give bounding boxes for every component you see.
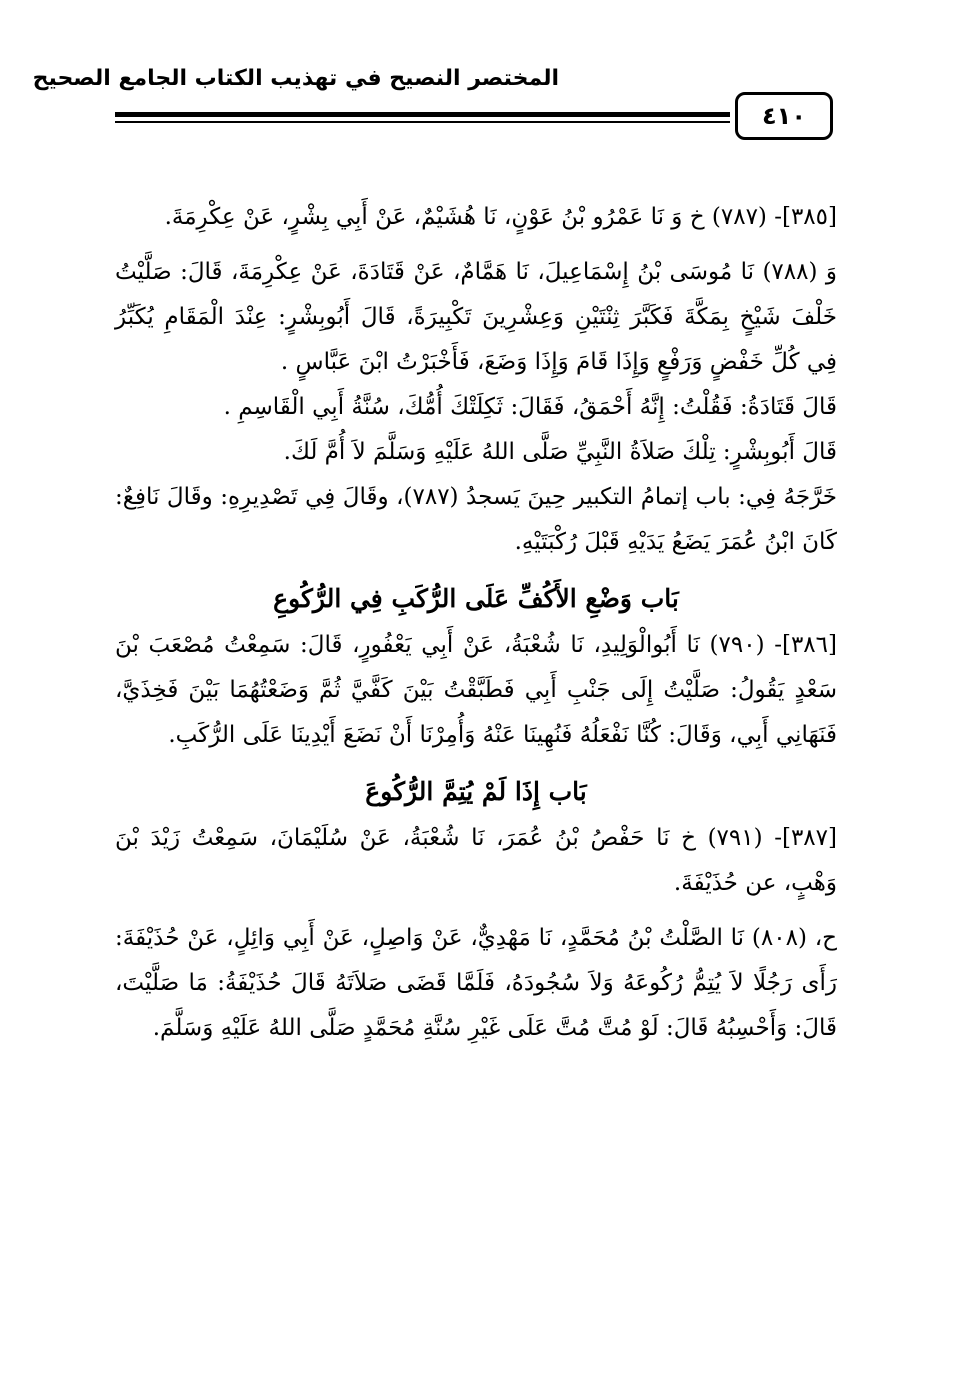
header-rule-thin — [115, 121, 730, 123]
page-body — [115, 195, 837, 1051]
paragraph-808: ح، (٨٠٨) نَا الصَّلْتُ بْنُ مُحَمَّدٍ، نَا مَهْدِيٌّ، عَنْ وَاصِلٍ، عَنْ أَبِي وَائِلٍ، عَنْ حُذَيْفَةَ: رَأَى رَجُلًا لاَ يُتِمُّ رُكُوعَهُ وَلاَ سُجُودَهُ، فَلَمَّا قَضَى صَلاَتَهُ قَالَ حُذَيْفَةُ: مَا صَلَّيْتَ، قَالَ: وَأَحْسِبُهُ قَالَ: لَوْ مُتَّ مُتَّ عَلَى غَيْرِ سُنَّةِ مُحَمَّدٍ صَلَّى اللهُ عَلَيْهِ وَسَلَّمَ. — [115, 925, 837, 1041]
paragraph-abubishr: قَالَ أَبُوبِشْرٍ: تِلْكَ صَلاَةُ النَّبِيِّ صَلَّى اللهُ عَلَيْهِ وَسَلَّمَ لاَ أُمَّ لَكَ. — [283, 439, 837, 465]
paragraph-kharrajahu: خَرَّجَهُ فِي: باب إتمامُ التكبير حِينَ يَسجدُ (٧٨٧)، وقَالَ فِي تَصْدِيرِهِ: وقَالَ نَافِعٌ: كَانَ ابْنُ عُمَرَ يَضَعُ يَدَيْهِ قَبْلَ رُكْبَتَيْهِ. — [115, 484, 837, 555]
paragraph-385: [٣٨٥]- (٧٨٧) خ وَ نَا عَمْرُو بْنُ عَوْنٍ، نَا هُشَيْمٌ، عَنْ أَبِي بِشْرٍ، عَنْ عِكْرِمَةَ. — [164, 204, 837, 230]
chapter-heading-incomplete-ruku: بَاب إِذَا لَمْ يُتِمَّ الرُّكُوعَ — [365, 777, 587, 806]
page-number: ٤١٠ — [735, 92, 833, 140]
paragraph-qatada: قَالَ قَتَادَةُ: فَقُلْتُ: إِنَّهُ أَحْمَقُ، فَقَالَ: ثَكِلَتْكَ أُمُّكَ، سُنَّةُ أَبِي الْقَاسِمِ . — [223, 394, 837, 420]
paragraph-386: [٣٨٦]- (٧٩٠) نَا أَبُوالْوَلِيدِ، نَا شُعْبَةُ، عَنْ أَبِي يَعْفُورٍ، قَالَ: سَمِعْتُ مُصْعَبَ بْنَ سَعْدٍ يَقُولُ: صَلَّيْتُ إِلَى جَنْبِ أَبِي فَطَبَّقْتُ بَيْنَ كَفَّيَّ ثُمَّ وَضَعْتُهُمَا بَيْنَ فَخِذَيَّ، فَنَهَانِي أَبِي، وَقَالَ: كُنَّا نَفْعَلُهُ فَنُهِينَا عَنْهُ وَأُمِرْنَا أَنْ نَضَعَ أَيْدِينَا عَلَى الرُّكَبِ. — [115, 632, 837, 748]
header-rule-thick — [115, 112, 730, 117]
chapter-heading-palms-on-knees: بَاب وَضْعِ الأَكُفِّ عَلَى الرُّكَبِ فِي الرُّكُوعِ — [273, 584, 679, 613]
paragraph-788: وَ (٧٨٨) نَا مُوسَى بْنُ إِسْمَاعِيلَ، نَا هَمَّامٌ، عَنْ قَتَادَةَ، عَنْ عِكْرِمَةَ، قَالَ: صَلَّيْتُ خَلْفَ شَيْخٍ بِمَكَّةَ فَكَبَّرَ ثِنْتَيْنِ وَعِشْرِينَ تَكْبِيرَةً، قَالَ أَبُوبِشْرٍ: عِنْدَ الْمَقَامِ يُكَبِّرُ فِي كُلِّ خَفْضٍ وَرَفْعٍ وَإِذَا قَامَ وَإِذَا وَضَعَ، فَأَخْبَرْتُ ابْنَ عَبَّاسٍ . — [115, 259, 837, 375]
paragraph-387: [٣٨٧]- (٧٩١) خ نَا حَفْصُ بْنُ عُمَرَ، نَا شُعْبَةُ، عَنْ سُلَيْمَانَ، سَمِعْتُ زَيْدَ بْنَ وَهْبٍ، عن حُذَيْفَةَ. — [115, 825, 837, 896]
running-title: المختصر النصيح في تهذيب الكتاب الجامع الصحيح — [32, 66, 559, 91]
